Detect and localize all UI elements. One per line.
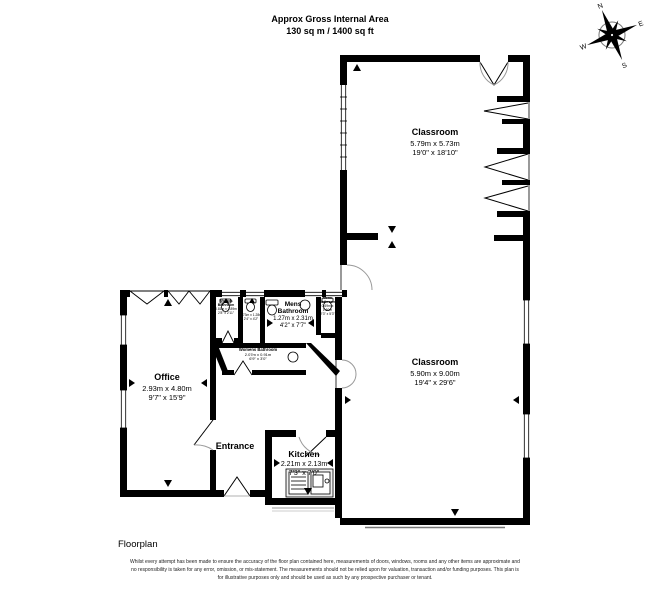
room-dim-imperial: 7'3" x 7'0" [288, 470, 320, 478]
room-dim-metric: 2.07m x 0.91m [244, 351, 272, 357]
room-dim-imperial: 9'7" x 15'9" [148, 393, 186, 403]
room-name: Classroom [411, 127, 459, 137]
compass-rose-icon [567, 0, 650, 82]
wc-kids-bathroom-label [212, 300, 240, 316]
room-dim-metric: 0.81m x 0.89m [215, 306, 237, 311]
small-bathroom-label [240, 314, 262, 322]
compass-e-label: E [637, 20, 645, 29]
entrance-door [224, 477, 250, 496]
sink-icon [288, 352, 298, 362]
compass-s-label: S [621, 61, 629, 71]
room-dim-metric: 0.69m x 1.60m [321, 303, 334, 312]
room-dim-metric: 2.93m x 4.80m [142, 383, 192, 393]
classroom1-right-bays [484, 96, 530, 217]
room-dim-metric: 1.27m x 2.31m [273, 315, 313, 322]
mens-bathroom-2-label [318, 297, 337, 317]
room-dim-metric: 2.21m x 2.13m [280, 461, 328, 469]
classroom1-top-door [480, 62, 508, 85]
entrance-label [198, 441, 272, 453]
room-dim-imperial: 2'8" x 2'11" [217, 310, 234, 315]
room-dim-imperial: 6'9" x 3'0" [249, 356, 267, 362]
room-dim-imperial: 4'2" x 7'7" [279, 323, 307, 330]
header-line1: Approx Gross Internal Area [271, 14, 389, 24]
disclaimer-text: Whilst every attempt has been made to ensure the accuracy of the floor plan contained here, measurements of doors, windows, rooms and any other items are approximate and no responsibility is taken for any error, omission, or mis-statement. The measurements should not be relied upon for valuation, transaction and/or funding purposes. This plan is for illustrative purposes only and should be used as such by any prospective purchaser or tenant. [130, 559, 520, 581]
room-name: Mens Bathroom [319, 296, 336, 304]
room-name: Office [154, 372, 180, 382]
room-name: Womens Bathroom [238, 347, 278, 352]
kitchen-label [269, 449, 339, 478]
compass-w-label: W [579, 43, 589, 53]
classroom-2-label [380, 357, 490, 388]
header-area-title [155, 13, 505, 37]
room-dim-imperial: 19'0" x 18'10" [412, 148, 458, 158]
room-name: Wc/kids Bathroom [217, 299, 235, 307]
header-line2: 130 sq m / 1400 sq ft [286, 26, 374, 37]
womens-bathroom-label [227, 348, 289, 362]
floorplan-title: Floorplan [118, 539, 158, 550]
room-name: Kitchen [288, 449, 320, 459]
classroom-left-door [341, 265, 372, 290]
classroom-1-label [380, 127, 490, 158]
room-dim-metric: 5.79m x 5.73m [410, 138, 460, 148]
mens-bathroom-label [270, 301, 316, 331]
room-dim-metric: 0.73m x 1.28m [240, 313, 262, 317]
office-label [118, 372, 216, 403]
room-dim-metric: 5.90m x 9.00m [410, 368, 460, 378]
classroom1-left-window [340, 85, 347, 170]
room-dim-imperial: 2'4" x 4'2" [243, 316, 259, 321]
classroom-building-walls [335, 55, 530, 525]
compass-n-label: N [596, 2, 605, 11]
room-name: Mens Bathroom [277, 301, 309, 316]
room-name: Entrance [215, 441, 255, 451]
room-dim-imperial: 19'4" x 29'6" [414, 378, 456, 388]
room-dim-imperial: 2'3" x 5'3" [320, 311, 335, 316]
room-name: Classroom [411, 357, 459, 367]
classroom2-double-door [336, 360, 356, 388]
